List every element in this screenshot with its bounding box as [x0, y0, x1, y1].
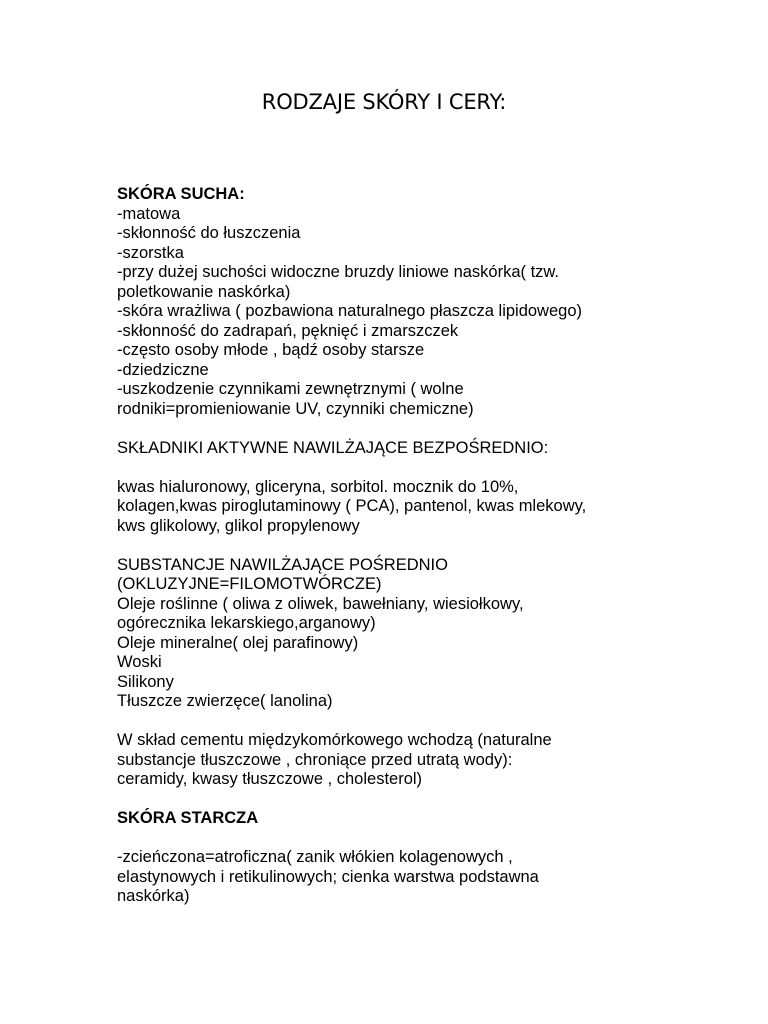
- text-line: ceramidy, kwasy tłuszczowe , cholesterol): [117, 770, 423, 788]
- section-heading-indirect-moisturizers: SUBSTANCJE NAWILŻAJĄCE POŚREDNIO: [117, 555, 448, 574]
- section-heading-active-ingredients: SKŁADNIKI AKTYWNE NAWILŻAJĄCE BEZPOŚREDNIO:: [117, 438, 549, 457]
- text-line: -często osoby młode , bądź osoby starsze: [117, 341, 425, 359]
- text-line: kolagen,kwas piroglutaminowy ( PCA), pantenol, kwas mlekowy,: [117, 497, 587, 515]
- section-heading-dry-skin: SKÓRA SUCHA:: [117, 185, 245, 203]
- document-title: RODZAJE SKÓRY I CERY:: [261, 90, 507, 114]
- text-line: kws glikolowy, glikol propylenowy: [117, 516, 360, 535]
- text-line: -uszkodzenie czynnikami zewnętrznymi ( wolne: [117, 380, 464, 398]
- text-line: poletkowanie naskórka): [117, 282, 291, 301]
- paragraph-gap: [117, 712, 677, 732]
- paragraph-gap: [117, 419, 677, 439]
- text-line: -skóra wrażliwa ( pozbawiona naturalnego płaszcza lipidowego): [117, 302, 582, 320]
- section-active-ingredients: [117, 439, 677, 537]
- text-line: Tłuszcze zwierzęce( lanolina): [117, 692, 333, 710]
- text-line: -skłonność do zadrapań, pęknięć i zmarszczek: [117, 321, 459, 340]
- section-heading-aged-skin: SKÓRA STARCZA: [117, 809, 259, 827]
- paragraph-gap: [117, 458, 677, 478]
- text-line: substancje tłuszczowe , chroniące przed utratą wody):: [117, 750, 513, 769]
- section-aged-skin: [117, 809, 677, 907]
- text-line: Oleje mineralne( olej parafinowy): [117, 633, 359, 652]
- text-line: -dziedziczne: [117, 360, 209, 379]
- text-line: -szorstka: [117, 243, 184, 262]
- text-line: (OKLUZYJNE=FILOMOTWÓRCZE): [117, 575, 382, 593]
- paragraph-gap: [117, 790, 677, 810]
- section-dry-skin: [117, 185, 677, 419]
- text-line: ogórecznika lekarskiego,arganowy): [117, 614, 376, 632]
- text-line: Woski: [117, 653, 162, 671]
- text-line: -skłonność do łuszczenia: [117, 224, 301, 242]
- text-line: elastynowych i retikulinowych; cienka warstwa podstawna: [117, 867, 539, 886]
- text-line: Silikony: [117, 672, 174, 691]
- paragraph-gap: [117, 536, 677, 556]
- text-line: kwas hialuronowy, gliceryna, sorbitol. mocznik do 10%,: [117, 477, 519, 496]
- text-line: -zcieńczona=atroficzna( zanik włókien kolagenowych ,: [117, 848, 513, 866]
- text-line: Oleje roślinne ( oliwa z oliwek, bawełniany, wiesiołkowy,: [117, 594, 524, 613]
- text-line: rodniki=promieniowanie UV, czynniki chemiczne): [117, 399, 474, 418]
- paragraph-gap: [117, 829, 677, 849]
- text-line: W skład cementu międzykomórkowego wchodzą (naturalne: [117, 731, 552, 749]
- text-line: -matowa: [117, 204, 181, 223]
- section-intercellular-cement: [117, 731, 677, 790]
- document-body: [117, 185, 677, 907]
- text-line: -przy dużej suchości widoczne bruzdy liniowe naskórka( tzw.: [117, 263, 560, 281]
- section-indirect-moisturizers: [117, 556, 677, 712]
- text-line: naskórka): [117, 887, 190, 905]
